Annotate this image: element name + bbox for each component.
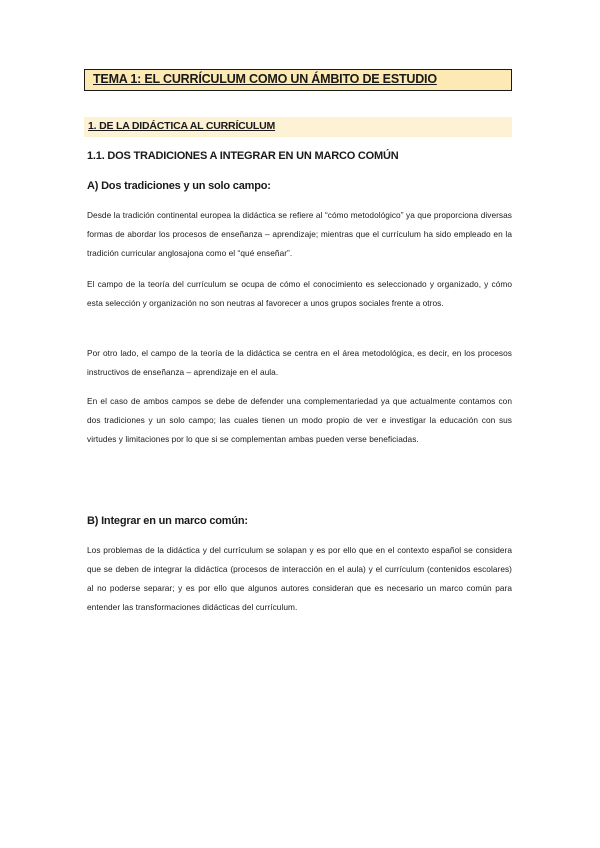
part-b-heading: B) Integrar en un marco común:	[87, 515, 248, 527]
paragraph: Desde la tradición continental europea la didáctica se refiere al “cómo metodológico” ya que proporciona diversas formas de abordar los procesos de enseñanza – aprendizaje; mientras que el currículum ha sido empleado en la tradición curricular anglosajona como el “qué enseñar”.	[87, 210, 512, 258]
part-a-heading: A) Dos tradiciones y un solo campo:	[87, 180, 271, 192]
document-title-box	[84, 69, 512, 91]
paragraph: En el caso de ambos campos se debe de defender una complementariedad ya que actualmente contamos con dos tradiciones y un solo campo; las cuales tienen un modo propio de ver e investigar la educación con sus virtudes y limitaciones por lo que si se complementan ambas pueden verse beneficiadas.	[87, 396, 512, 444]
paragraph: El campo de la teoría del currículum se ocupa de cómo el conocimiento es seleccionado y organizado, y cómo esta selección y organización no son neutras al favorecer a unos grupos sociales frente a otros.	[87, 279, 512, 308]
document-title: TEMA 1: EL CURRÍCULUM COMO UN ÁMBITO DE ESTUDIO	[93, 72, 437, 86]
section-1-heading: 1. DE LA DIDÁCTICA AL CURRÍCULUM	[88, 120, 276, 132]
subsection-1-1-heading: 1.1. DOS TRADICIONES A INTEGRAR EN UN MARCO COMÚN	[87, 150, 399, 162]
paragraph: Los problemas de la didáctica y del currículum se solapan y es por ello que en el contexto español se considera que se deben de integrar la didáctica (procesos de interacción en el aula) y el currículum (contenidos escolares) al no poderse separar; y es por ello que algunos autores consideran que es necesario un marco común para entender las transformaciones didácticas del currículum.	[87, 545, 512, 612]
paragraph: Por otro lado, el campo de la teoría de la didáctica se centra en el área metodológica, es decir, en los procesos instructivos de enseñanza – aprendizaje en el aula.	[87, 348, 512, 377]
section-heading-band	[84, 117, 512, 137]
